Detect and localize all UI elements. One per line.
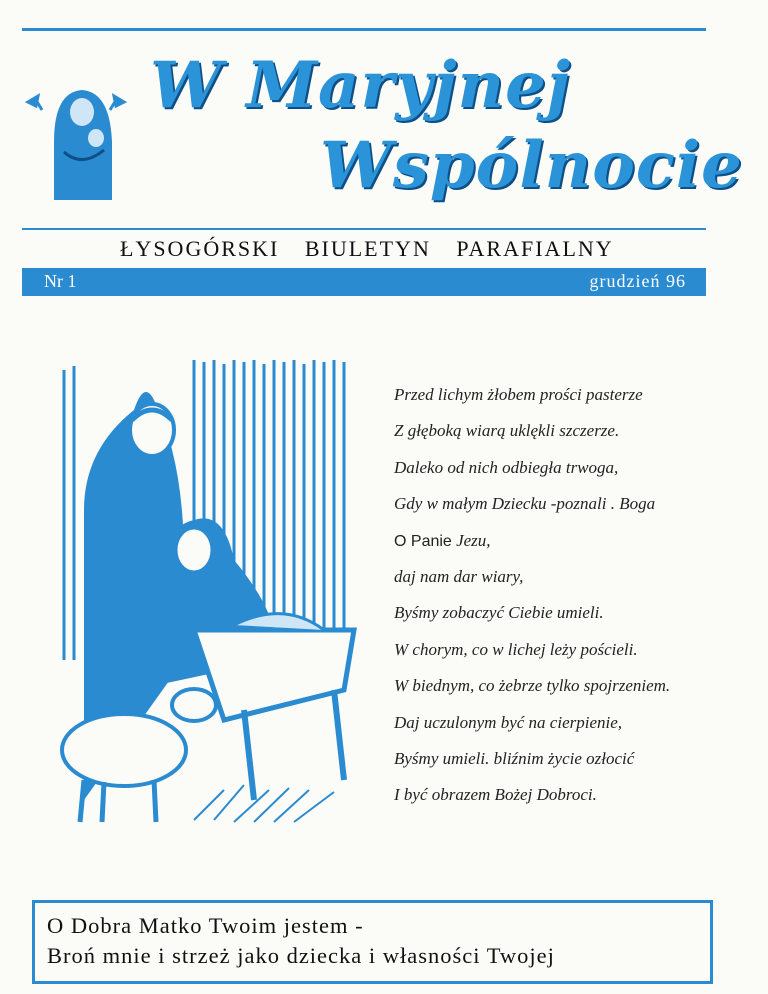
issue-bar <box>22 268 706 296</box>
poem-line: W chorym, co w lichej leży pościeli. <box>394 639 638 659</box>
poem-line: Daleko od nich odbiegła trwoga, <box>394 457 619 477</box>
poem-line: Byśmy umieli. bliźnim życie ozłocić <box>394 748 635 768</box>
poem-line: Przed lichym żłobem prości pasterze <box>394 385 643 404</box>
poem-line: daj nam dar wiary, <box>394 566 524 586</box>
poem-line: I być obrazem Bożej Dobroci. <box>394 785 597 805</box>
masthead-rule <box>22 228 706 230</box>
poem-line: Daj uczulonym być na cierpienie, <box>394 712 623 732</box>
masthead-title-line2: Wspólnocie <box>320 128 743 203</box>
masthead-title-line1: W Maryjnej <box>150 48 571 123</box>
top-rule <box>22 28 706 31</box>
prayer-line-2: Broń mnie i strzeż jako dziecka i własności Twojej <box>47 943 555 968</box>
poem-line: Z głęboką wiarą uklękli szczerze. <box>394 421 620 441</box>
bulletin-subtitle: ŁYSOGÓRSKI BIULETYN PARAFIALNY <box>120 236 614 261</box>
poem-line-invocation <box>394 530 724 566</box>
poem-invocation-name: Jezu, <box>451 530 491 550</box>
prayer-line-1: O Dobra Matko Twoim jestem - <box>47 913 364 938</box>
poem-line: Gdy w małym Dziecku -poznali . Boga <box>394 494 656 514</box>
madonna-icon <box>24 72 134 200</box>
issue-number: Nr 1 <box>44 271 77 291</box>
prayer-box <box>32 900 713 984</box>
nativity-scene <box>44 360 364 830</box>
poem-line: Byśmy zobaczyć Ciebie umieli. <box>394 603 604 623</box>
issue-date: grudzień 96 <box>589 271 686 291</box>
poem-invocation: O Panie <box>394 532 452 550</box>
poem <box>394 384 724 821</box>
poem-line: W biednym, co żebrze tylko spojrzeniem. <box>394 676 671 696</box>
